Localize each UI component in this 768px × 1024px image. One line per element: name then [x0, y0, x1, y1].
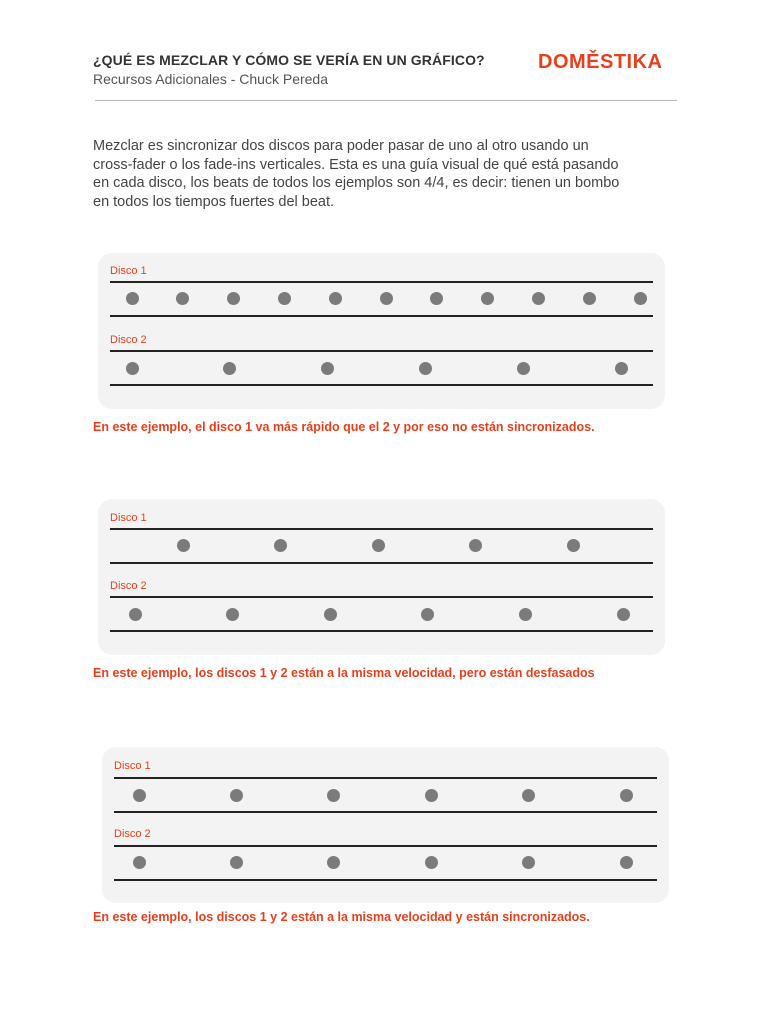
page-title: ¿QUÉ ES MEZCLAR Y CÓMO SE VERÍA EN UN GRÁFICO? — [93, 52, 485, 68]
intro-line: en todos los tiempos fuertes del beat. — [93, 193, 335, 210]
disco-2-label: Disco 2 — [114, 828, 151, 840]
page-subtitle: Recursos Adicionales - Chuck Pereda — [93, 71, 329, 87]
disco-1-top-line — [110, 281, 653, 283]
disco-1-top-line — [110, 528, 653, 530]
disco-1-beat-dot — [227, 292, 240, 305]
disco-1-top-line — [114, 777, 657, 779]
disco-2-bottom-line — [114, 879, 657, 881]
intro-line: Mezclar es sincronizar dos discos para poder pasar de uno al otro usando un — [93, 138, 589, 154]
disco-2-beat-dot — [517, 362, 530, 375]
example-2-caption: En este ejemplo, los discos 1 y 2 están a la misma velocidad, pero están desfasados — [93, 666, 595, 680]
disco-1-beat-dot — [126, 292, 139, 305]
disco-1-beat-dot — [177, 539, 190, 552]
disco-2-beat-dot — [129, 608, 142, 621]
disco-1-label: Disco 1 — [114, 760, 151, 772]
disco-2-label: Disco 2 — [110, 580, 147, 592]
disco-2-beat-dot — [519, 608, 532, 621]
disco-2-beat-dot — [419, 362, 432, 375]
disco-1-beat-dot — [230, 789, 243, 802]
disco-2-beat-dot — [615, 362, 628, 375]
disco-1-label: Disco 1 — [110, 512, 147, 524]
disco-2-beat-dot — [133, 856, 146, 869]
disco-1-beat-dot — [532, 292, 545, 305]
disco-2-beat-dot — [226, 608, 239, 621]
disco-2-bottom-line — [110, 384, 653, 386]
header-divider — [95, 100, 677, 101]
disco-2-top-line — [114, 845, 657, 847]
example-card-1 — [98, 253, 665, 409]
disco-2-top-line — [110, 350, 653, 352]
example-3-caption: En este ejemplo, los discos 1 y 2 están a la misma velocidad y están sincronizados. — [93, 910, 590, 924]
disco-1-beat-dot — [274, 539, 287, 552]
disco-1-beat-dot — [522, 789, 535, 802]
disco-1-beat-dot — [372, 539, 385, 552]
disco-1-label: Disco 1 — [110, 265, 147, 277]
intro-line: en cada disco, los beats de todos los ejemplos son 4/4, es decir: tienen un bombo — [93, 175, 620, 191]
disco-1-beat-dot — [634, 292, 647, 305]
disco-1-beat-dot — [278, 292, 291, 305]
disco-1-beat-dot — [380, 292, 393, 305]
disco-1-beat-dot — [481, 292, 494, 305]
domestika-logo: DOMĚSTIKA — [538, 51, 663, 73]
disco-1-beat-dot — [583, 292, 596, 305]
disco-2-beat-dot — [327, 856, 340, 869]
disco-2-beat-dot — [223, 362, 236, 375]
disco-1-beat-dot — [329, 292, 342, 305]
disco-2-beat-dot — [230, 856, 243, 869]
disco-1-beat-dot — [620, 789, 633, 802]
example-card-2 — [98, 499, 665, 655]
disco-1-beat-dot — [567, 539, 580, 552]
disco-2-bottom-line — [110, 630, 653, 632]
disco-1-beat-dot — [430, 292, 443, 305]
disco-2-beat-dot — [421, 608, 434, 621]
disco-1-bottom-line — [110, 315, 653, 317]
disco-2-beat-dot — [620, 856, 633, 869]
disco-1-bottom-line — [114, 811, 657, 813]
disco-1-bottom-line — [110, 562, 653, 564]
intro-paragraph — [93, 137, 683, 211]
disco-1-beat-dot — [133, 789, 146, 802]
disco-1-beat-dot — [425, 789, 438, 802]
disco-2-beat-dot — [324, 608, 337, 621]
intro-line: cross-fader o los fade-ins verticales. Esta es una guía visual de qué está pasando — [93, 156, 619, 173]
disco-2-beat-dot — [617, 608, 630, 621]
disco-1-beat-dot — [176, 292, 189, 305]
example-1-caption: En este ejemplo, el disco 1 va más rápido que el 2 y por eso no están sincronizados. — [93, 420, 595, 434]
disco-2-beat-dot — [126, 362, 139, 375]
disco-2-top-line — [110, 596, 653, 598]
disco-1-beat-dot — [469, 539, 482, 552]
disco-2-label: Disco 2 — [110, 334, 147, 346]
disco-2-beat-dot — [425, 856, 438, 869]
disco-2-beat-dot — [321, 362, 334, 375]
example-card-3 — [102, 747, 669, 903]
disco-1-beat-dot — [327, 789, 340, 802]
disco-2-beat-dot — [522, 856, 535, 869]
